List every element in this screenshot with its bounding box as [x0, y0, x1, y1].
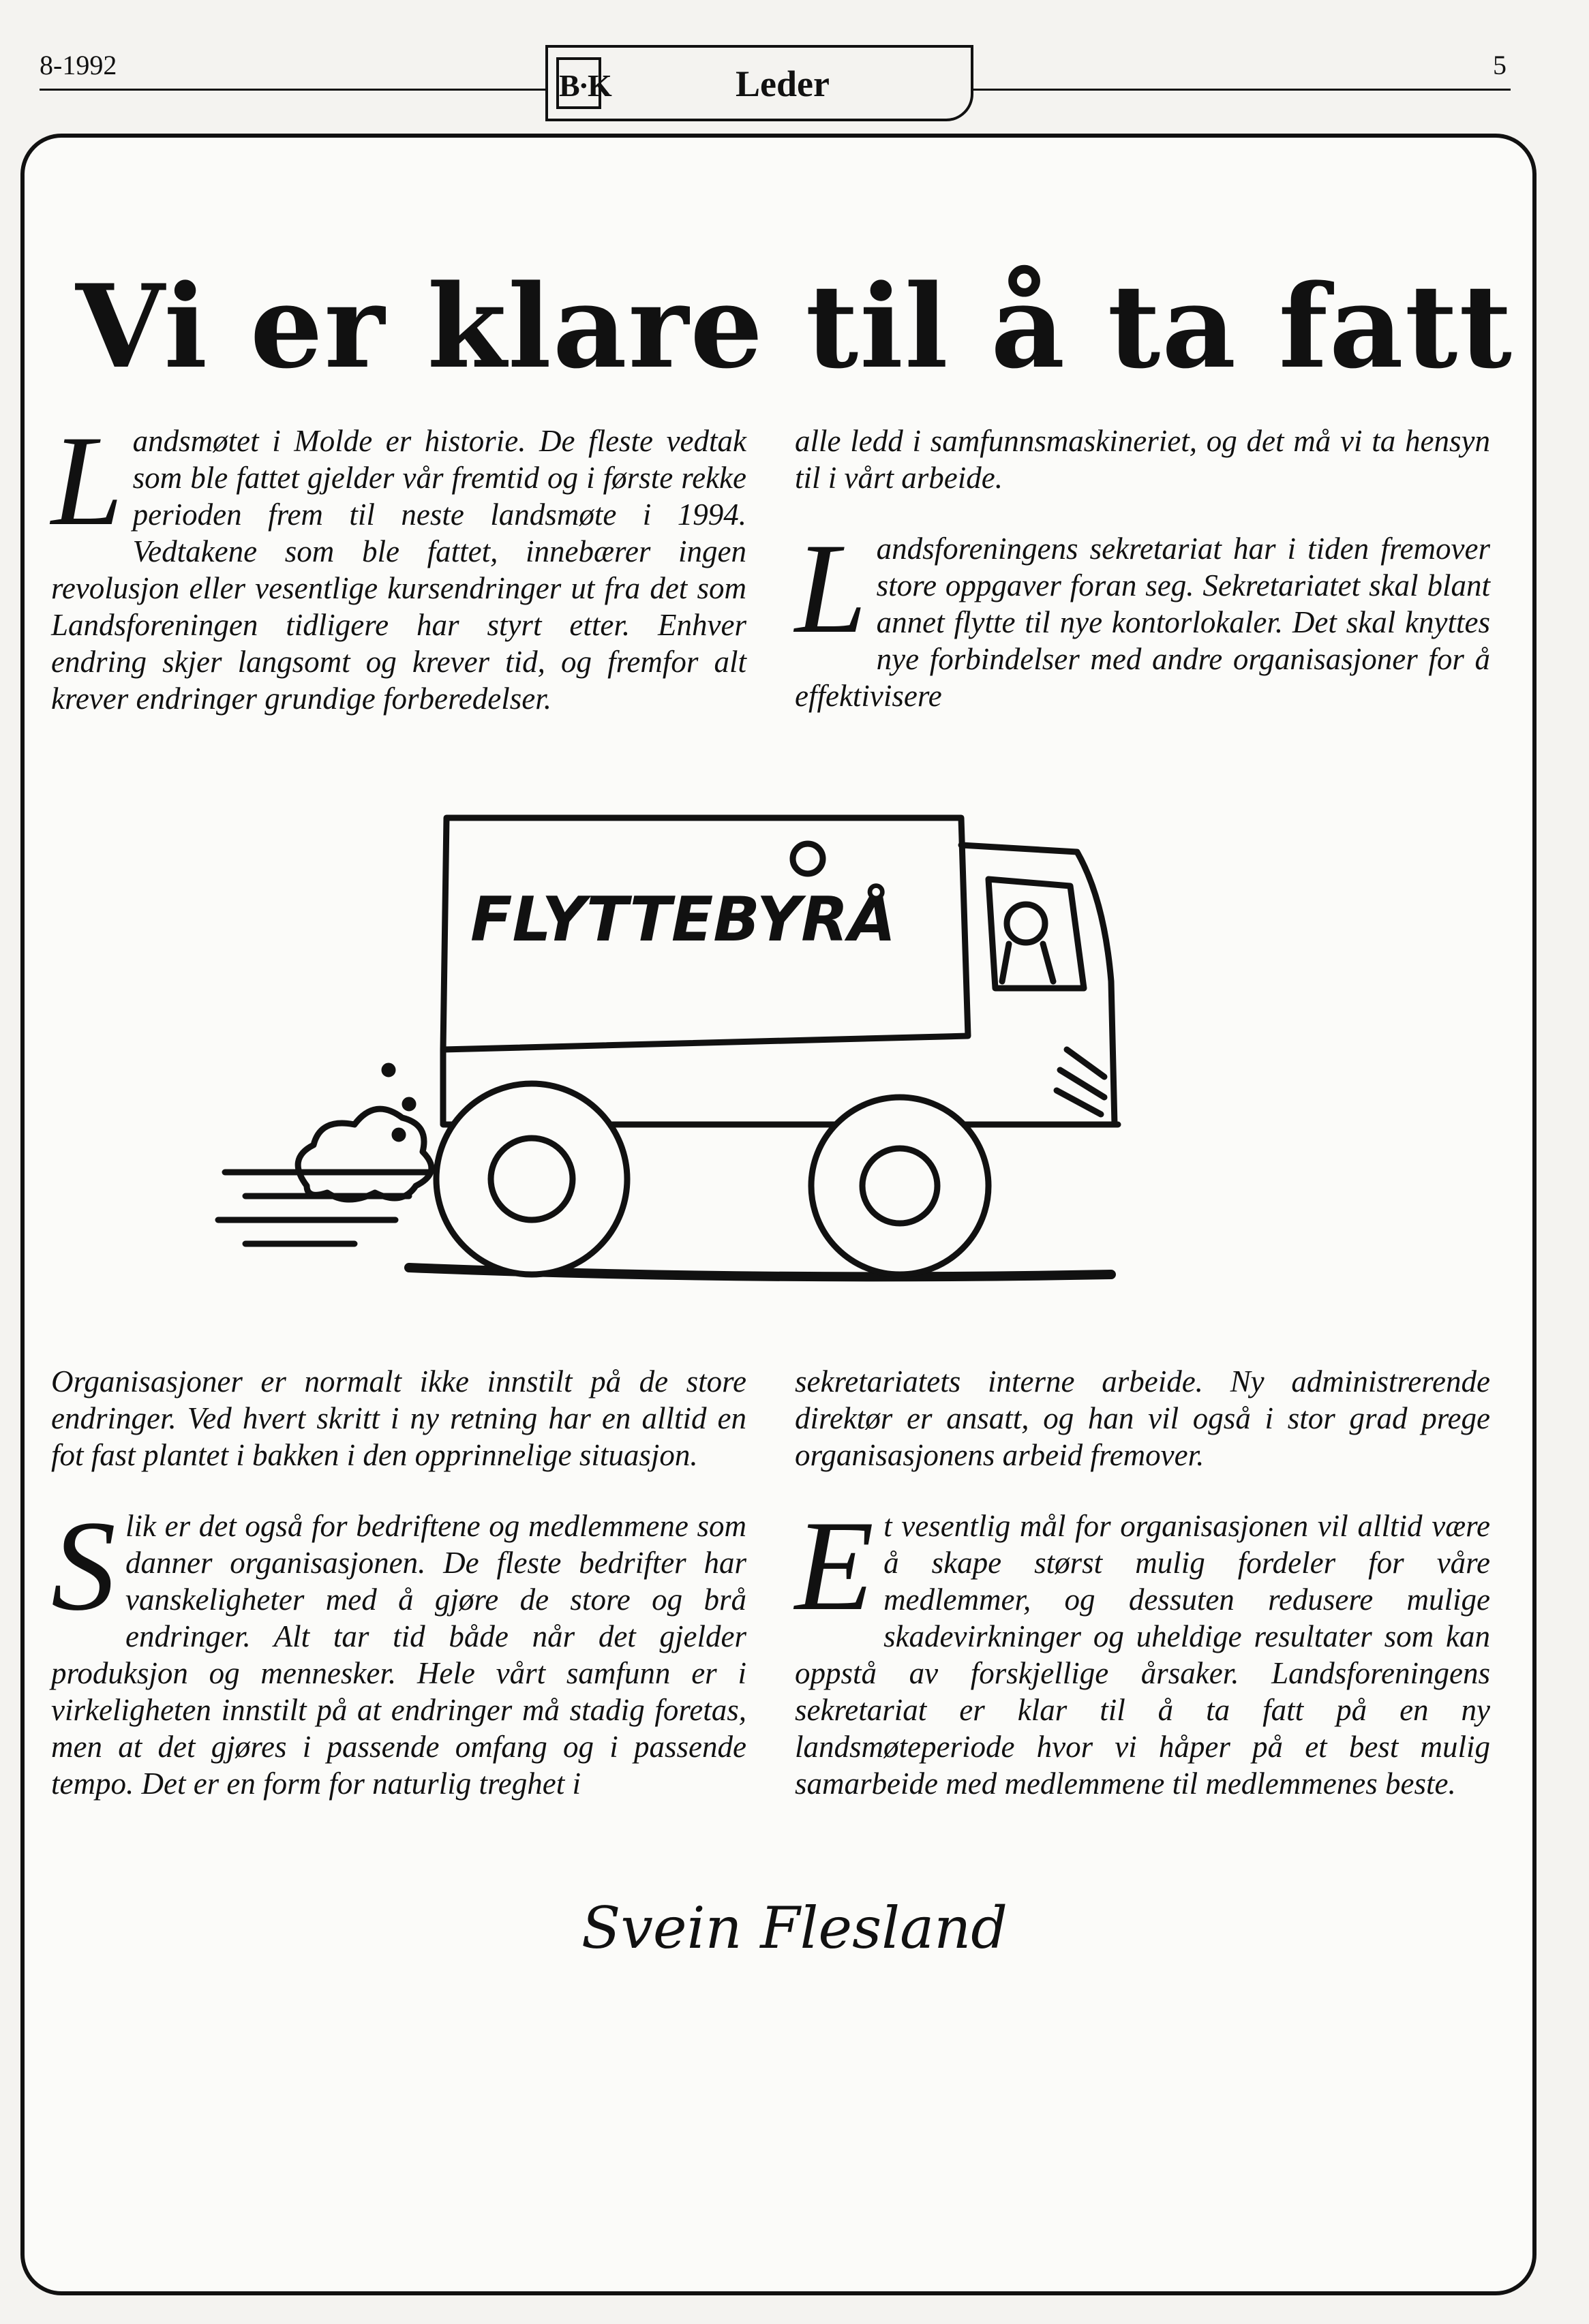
- article-headline: Vi er klare til å ta fatt: [76, 259, 1513, 394]
- column-bottom-left: [51, 1363, 746, 1802]
- paragraph: alle ledd i samfunnsmaskineriet, og det må vi ta hensyn til i vårt arbeide.: [795, 424, 1490, 495]
- paragraph: lik er det også for bedriftene og medlemmene som danner organisasjonen. De fleste bedrifter har vanskeligheter med å gjøre de store og brå endringer. Alt tar tid både når det gjelder produksjon og mennesker. Hele vårt samfunn er i virkeligheten innstilt på at endringer må stadig foretas, men at det gjøres i passende omfang og i passende tempo. Det er en form for naturlig treghet i: [51, 1509, 746, 1801]
- author-signature: Svein Flesland: [581, 1895, 1008, 1961]
- column-top-right: [795, 423, 1490, 714]
- dropcap: S: [51, 1495, 116, 1638]
- dropcap: L: [795, 517, 867, 660]
- paragraph: andsmøtet i Molde er historie. De fleste vedtak som ble fattet gjelder vår fremtid og i første rekke perioden frem til neste landsmøte i 1994. Vedtakene som ble fattet, innebærer ingen revolusjon eller vesentlige kursendringer ut fra det som Landsforeningen tidligere har styrt etter. Enhver endring skjer langsomt og krever tid, og fremfor alt krever endringer grundige forberedelser.: [51, 424, 746, 716]
- moving-truck-illustration: [205, 804, 1179, 1295]
- bk-logo: B·K: [556, 57, 601, 109]
- paragraph: sekretariatets interne arbeide. Ny administrerende direktør er ansatt, og han vil også i stor grad prege organisasjonens arbeid fremover.: [795, 1364, 1490, 1472]
- column-top-left: [51, 410, 746, 717]
- truck-lettering: FLYTTEBYRÅ: [470, 884, 896, 955]
- dropcap: E: [795, 1495, 875, 1638]
- page-number: 5: [1493, 50, 1507, 80]
- paragraph: Organisasjoner er normalt ikke innstilt på de store endringer. Ved hvert skritt i ny retning har en alltid en fot fast plantet i bakken i den opprinnelige situasjon.: [51, 1364, 746, 1472]
- dropcap: L: [51, 410, 123, 553]
- section-title: Leder: [736, 63, 830, 104]
- paragraph: t vesentlig mål for organisasjonen vil alltid være å skape størst mulig fordeler for våre medlemmer, og dessuten redusere mulige skadevirkninger og uheldige resultater som kan oppstå av forskjellige årsaker. Landsforeningens sekretariat er klar til å ta fatt på en ny landsmøteperiode hvor vi håper på et best mulig samarbeide med medlemmene til medlemmenes beste.: [795, 1509, 1490, 1801]
- paragraph: andsforeningens sekretariat har i tiden fremover store oppgaver foran seg. Sekretariatet skal blant annet flytte til nye kontorlokaler. Det skal knyttes nye forbindelser med andre organisasjoner for å effektivisere: [795, 532, 1490, 713]
- section-tab: [545, 45, 973, 121]
- column-bottom-right: [795, 1363, 1490, 1802]
- issue-date: 8-1992: [40, 50, 117, 80]
